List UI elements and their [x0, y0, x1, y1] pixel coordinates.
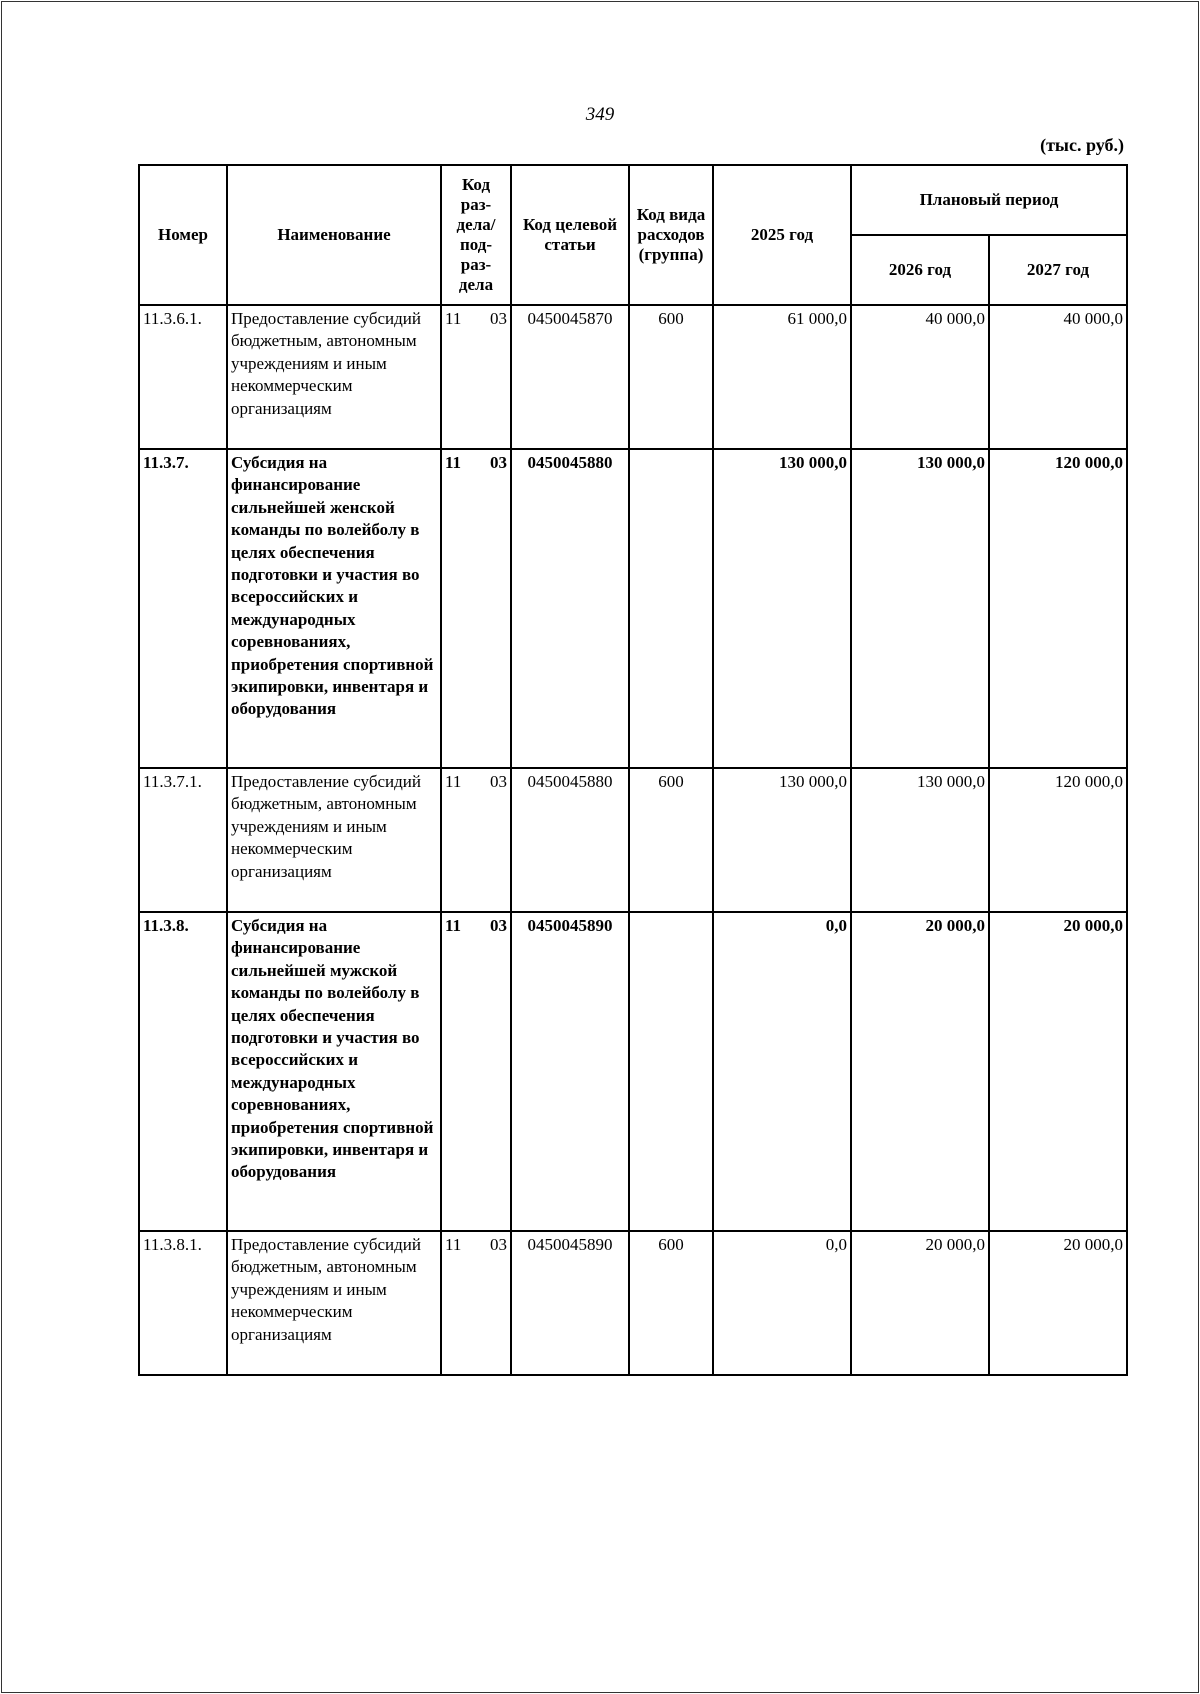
row-number: 11.3.7.: [139, 449, 227, 768]
table-row: [139, 768, 1127, 912]
header-target-code: Код целевой статьи: [511, 165, 629, 305]
unit-label: (тыс. руб.): [1040, 135, 1124, 155]
row-target-code: 0450045890: [511, 1231, 629, 1375]
row-2027: 40 000,0: [989, 305, 1127, 449]
row-2025: 61 000,0: [713, 305, 851, 449]
row-subsection: 03: [490, 453, 507, 472]
row-target-code: 0450045880: [511, 768, 629, 912]
row-2027: 20 000,0: [989, 1231, 1127, 1375]
row-number: 11.3.8.1.: [139, 1231, 227, 1375]
row-subsection: 03: [490, 309, 507, 328]
row-section-code: [441, 449, 511, 768]
row-target-code: 0450045890: [511, 912, 629, 1231]
header-row-1: [139, 165, 1127, 235]
row-number: 11.3.8.: [139, 912, 227, 1231]
page-number: 349: [585, 104, 615, 125]
row-section: 11: [445, 916, 462, 935]
row-section: 11: [445, 1235, 462, 1254]
table-row: [139, 449, 1127, 768]
row-2026: 40 000,0: [851, 305, 989, 449]
row-section: 11: [445, 309, 462, 328]
table-row: [139, 1231, 1127, 1375]
row-2027: 120 000,0: [989, 449, 1127, 768]
row-2026: 20 000,0: [851, 912, 989, 1231]
row-section-code: [441, 305, 511, 449]
row-expense-type: [629, 449, 713, 768]
row-target-code: 0450045870: [511, 305, 629, 449]
row-name: Субсидия на финансирование сильнейшей женской команды по волейболу в целях обеспечения подготовки и участия во всероссийских и международных соревнованиях, приобретения спортивной экипировки, инвентаря и оборудования: [227, 449, 441, 768]
row-name: Субсидия на финансирование сильнейшей мужской команды по волейболу в целях обеспечения подготовки и участия во всероссийских и международных соревнованиях, приобретения спортивной экипировки, инвентаря и оборудования: [227, 912, 441, 1231]
header-year-2026: 2026 год: [851, 235, 989, 305]
row-2027: 20 000,0: [989, 912, 1127, 1231]
row-section: 11: [445, 453, 462, 472]
header-year-2025: 2025 год: [713, 165, 851, 305]
row-target-code: 0450045880: [511, 449, 629, 768]
row-section-code: [441, 912, 511, 1231]
header-section-code: Код раз- дела/ под- раз- дела: [441, 165, 511, 305]
header-year-2027: 2027 год: [989, 235, 1127, 305]
header-planned-period: Плановый период: [851, 165, 1127, 235]
row-expense-type: 600: [629, 305, 713, 449]
row-expense-type: 600: [629, 1231, 713, 1375]
row-2026: 130 000,0: [851, 768, 989, 912]
row-2025: 0,0: [713, 1231, 851, 1375]
row-section-code: [441, 768, 511, 912]
row-number: 11.3.7.1.: [139, 768, 227, 912]
row-expense-type: [629, 912, 713, 1231]
row-2027: 120 000,0: [989, 768, 1127, 912]
header-number: Номер: [139, 165, 227, 305]
row-2025: 0,0: [713, 912, 851, 1231]
row-expense-type: 600: [629, 768, 713, 912]
row-subsection: 03: [490, 772, 507, 791]
row-2025: 130 000,0: [713, 768, 851, 912]
row-subsection: 03: [490, 1235, 507, 1254]
header-expense-type: Код вида расходов (группа): [629, 165, 713, 305]
budget-table: [138, 164, 1128, 1376]
row-name: Предоставление субсидий бюджетным, автономным учреждениям и иным некоммерческим организациям: [227, 1231, 441, 1375]
header-name: Наименование: [227, 165, 441, 305]
row-section-code: [441, 1231, 511, 1375]
row-name: Предоставление субсидий бюджетным, автономным учреждениям и иным некоммерческим организациям: [227, 768, 441, 912]
row-2025: 130 000,0: [713, 449, 851, 768]
row-2026: 20 000,0: [851, 1231, 989, 1375]
row-name: Предоставление субсидий бюджетным, автономным учреждениям и иным некоммерческим организациям: [227, 305, 441, 449]
row-section: 11: [445, 772, 462, 791]
table-row: [139, 305, 1127, 449]
row-subsection: 03: [490, 916, 507, 935]
row-2026: 130 000,0: [851, 449, 989, 768]
table-row: [139, 912, 1127, 1231]
row-number: 11.3.6.1.: [139, 305, 227, 449]
